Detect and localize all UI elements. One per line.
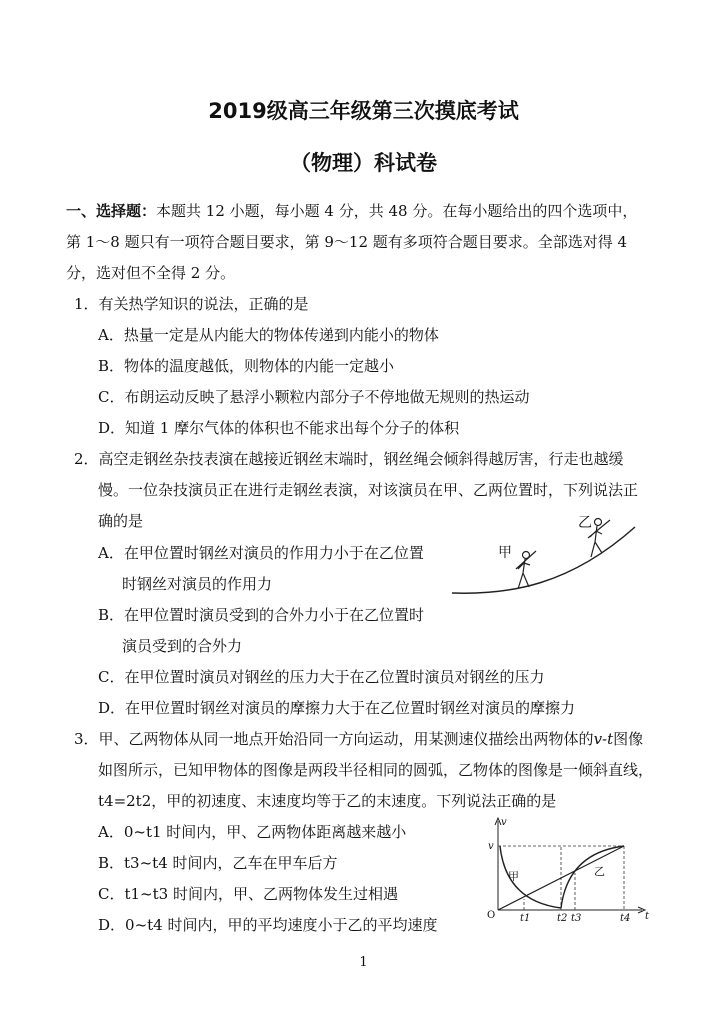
section-heading-line (66, 201, 637, 221)
arc-jia-2 (561, 846, 624, 908)
t2-label: t2 (557, 913, 568, 923)
curve-label-yi: 乙 (594, 865, 605, 878)
page-subtitle: （物理）科试卷 (290, 151, 437, 175)
t3-label: t3 (571, 913, 582, 923)
v-axis-label: v (501, 817, 507, 828)
option-a: A．0~t1 时间内，甲、乙两物体距离越来越小 (98, 823, 407, 841)
walker-jia-icon (516, 551, 536, 589)
section-text: 第 1～8 题只有一项符合题目要求，第 9～12 题有多项符合题目要求。全部选对得 4 (66, 233, 628, 251)
option-a-cont: 时钢丝对演员的作用力 (122, 575, 273, 593)
option-d: D．在甲位置时钢丝对演员的摩擦力大于在乙位置时钢丝对演员的摩擦力 (98, 699, 576, 717)
vt-graph (484, 815, 654, 923)
option-b: B．在甲位置时演员受到的合外力小于在乙位置时 (98, 606, 425, 624)
option-d: D．知道 1 摩尔气体的体积也不能求出每个分子的体积 (98, 419, 460, 437)
option-c: C．布朗运动反映了悬浮小颗粒内部分子不停地做无规则的热运动 (98, 388, 530, 406)
page-title: 2019级高三年级第三次摸底考试 (208, 99, 519, 123)
wire-curve (452, 527, 635, 593)
option-b: B．t3~t4 时间内，乙车在甲车后方 (98, 854, 338, 872)
t1-label: t1 (520, 913, 531, 923)
option-c: C．在甲位置时演员对钢丝的压力大于在乙位置时演员对钢丝的压力 (98, 668, 545, 686)
section-heading: 一、选择题： (66, 202, 157, 220)
stem-part: 图像 (613, 730, 644, 748)
question-stem: 如图所示，已知甲物体的图像是两段半径相同的圆弧，乙物体的图像是一倾斜直线， (98, 761, 654, 779)
stem-part: 3．甲、乙两物体从同一地点开始沿同一方向运动，用某测速仪描绘出两物体的 (74, 730, 594, 748)
question-stem: 2．高空走钢丝杂技表演在越接近钢丝末端时，钢丝绳会倾斜得越厉害，行走也越缓 (74, 450, 624, 468)
question-stem (74, 729, 643, 749)
curve-label-jia: 甲 (508, 870, 519, 883)
origin-label: O (487, 910, 496, 921)
option-b: B．物体的温度越低，则物体的内能一定越小 (98, 357, 395, 375)
vt-symbol: v-t (593, 730, 614, 748)
option-c: C．t1~t3 时间内，甲、乙两物体发生过相遇 (98, 885, 398, 903)
section-text: 分，选对但不全得 2 分。 (66, 264, 236, 282)
option-a: A．在甲位置时钢丝对演员的作用力小于在乙位置 (98, 544, 424, 562)
option-b-cont: 演员受到的合外力 (122, 637, 243, 655)
v0-label: v (488, 841, 494, 852)
option-d: D．0~t4 时间内，甲的平均速度小于乙的平均速度 (98, 916, 438, 934)
t4-label: t4 (620, 913, 631, 923)
section-text: 本题共 12 小题，每小题 4 分，共 48 分。在每小题给出的四个选项中， (156, 202, 638, 220)
question-stem: t4=2t2，甲的初速度、末速度均等于乙的末速度。下列说法正确的是 (98, 792, 557, 810)
label-yi: 乙 (578, 515, 592, 531)
question-stem: 慢。一位杂技演员正在进行走钢丝表演，对该演员在甲、乙两位置时，下列说法正 (98, 481, 639, 499)
question-stem: 确的是 (98, 512, 144, 530)
question-stem: 1．有关热学知识的说法，正确的是 (74, 295, 309, 313)
label-jia: 甲 (498, 545, 512, 561)
tightrope-figure (450, 505, 650, 605)
option-a: A．热量一定是从内能大的物体传递到内能小的物体 (98, 326, 439, 344)
page-number: 1 (359, 955, 368, 970)
t-axis-label: t (645, 911, 650, 922)
